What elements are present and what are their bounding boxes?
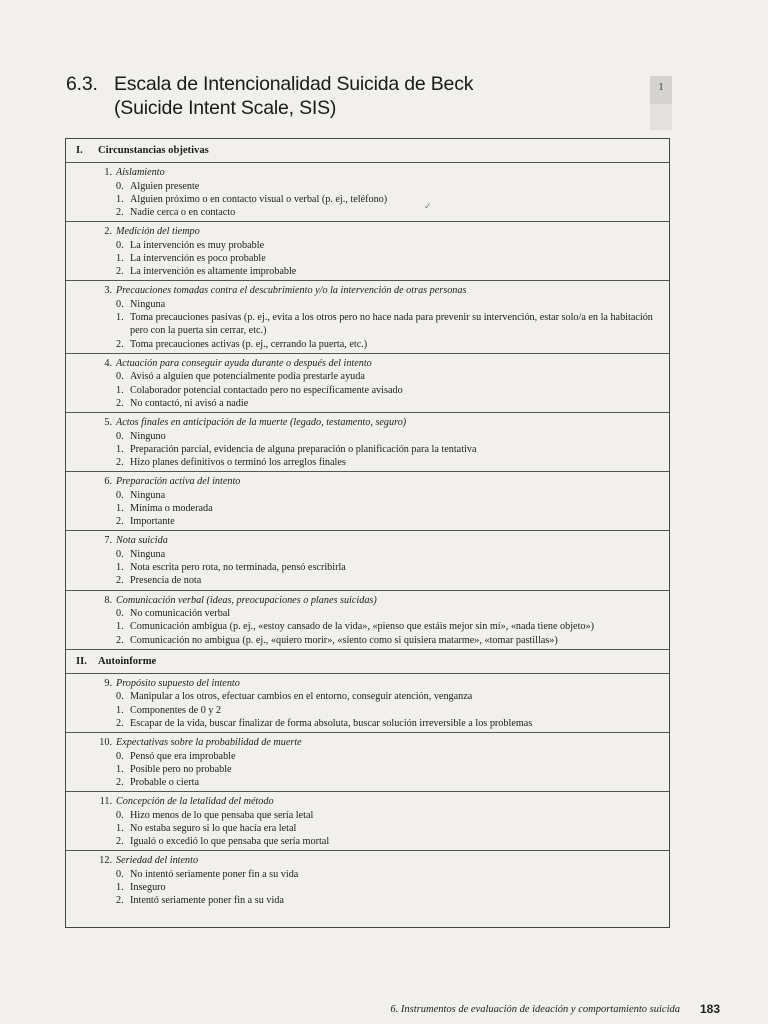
item-option: [66, 894, 659, 907]
section-roman: II.: [76, 655, 87, 667]
item-option: [66, 370, 659, 383]
item-title-text: Actos finales en anticipación de la muerte (legado, testamento, seguro): [116, 417, 407, 429]
section-number: 6.3.: [66, 73, 98, 95]
item-option: [66, 298, 659, 311]
option-score: 1.: [116, 621, 124, 633]
item-number: 12.: [99, 855, 112, 867]
section-title: Autoinforme: [98, 655, 157, 667]
option-score: 2.: [116, 575, 124, 587]
option-text: Hizo planes definitivos o terminó los arreglos finales: [130, 457, 346, 469]
item-option: [66, 561, 659, 574]
option-score: 0.: [116, 371, 124, 383]
option-score: 2.: [116, 634, 124, 646]
option-score: 2.: [116, 338, 124, 350]
item-option: [66, 502, 659, 515]
option-text: Probable o cierta: [130, 777, 200, 789]
option-score: 0.: [116, 239, 124, 251]
item-option: [66, 690, 659, 703]
option-score: 0.: [116, 489, 124, 501]
item-title: [66, 737, 659, 750]
option-text: Comunicación ambigua (p. ej., «estoy cansado de la vida», «pienso que estáis mejor sin mí», «nada tiene objeto»): [130, 621, 594, 633]
page-footer: [390, 1002, 720, 1016]
option-score: 2.: [116, 457, 124, 469]
item-title-text: Actuación para conseguir ayuda durante o después del intento: [116, 357, 372, 369]
option-text: La intervención es poco probable: [130, 253, 266, 264]
option-text: Presencia de nota: [130, 575, 202, 587]
option-score: 1.: [116, 882, 124, 894]
item-option: [66, 397, 659, 410]
item-option: [66, 338, 659, 351]
item-option: [66, 239, 659, 252]
item-number: 8.: [104, 594, 112, 606]
item-number: 2.: [104, 226, 112, 238]
option-text: Toma precauciones activas (p. ej., cerrando la puerta, etc.): [130, 338, 368, 350]
item-option: [66, 620, 659, 633]
option-text: Igualó o excedió lo que pensaba que sería mortal: [130, 836, 330, 848]
option-text: No comunicación verbal: [130, 608, 231, 620]
option-text: Posible pero no probable: [130, 763, 232, 775]
option-text: No estaba seguro si lo que hacía era letal: [130, 823, 297, 835]
item-option: [66, 430, 659, 443]
option-text: Intentó seriamente poner fin a su vida: [130, 895, 284, 907]
item-option: [66, 206, 659, 219]
item-option: [66, 443, 659, 456]
option-score: 2.: [116, 895, 124, 907]
option-text: La intervención es altamente improbable: [130, 266, 297, 278]
scale-item: [66, 413, 669, 472]
option-score: 2.: [116, 836, 124, 848]
item-title: [66, 358, 659, 371]
option-text: Hizo menos de lo que pensaba que sería letal: [130, 809, 314, 821]
item-title-text: Preparación activa del intento: [116, 476, 241, 488]
option-score: 0.: [116, 549, 124, 561]
item-option: [66, 704, 659, 717]
title-line-1: [66, 72, 473, 96]
option-text: Colaborador potencial contactado pero no específicamente avisado: [130, 384, 403, 396]
option-score: 0.: [116, 430, 124, 442]
section-title: Circunstancias objetivas: [98, 145, 209, 156]
option-score: 0.: [116, 299, 124, 310]
item-number: 11.: [99, 796, 112, 808]
item-title: [66, 595, 659, 608]
section-roman: I.: [76, 145, 83, 156]
item-option: [66, 180, 659, 193]
item-title: [66, 167, 659, 180]
option-score: 1.: [116, 253, 124, 264]
scale-item: [66, 472, 669, 531]
option-score: 2.: [116, 516, 124, 528]
option-score: 1.: [116, 704, 124, 716]
option-score: 1.: [116, 562, 124, 574]
option-score: 0.: [116, 608, 124, 620]
chapter-tab-number: 1: [658, 82, 664, 93]
option-score: 0.: [116, 869, 124, 881]
option-score: 0.: [116, 809, 124, 821]
item-title: [66, 855, 659, 868]
scale-item: [66, 733, 669, 792]
item-option: [66, 835, 659, 848]
item-option: [66, 311, 659, 337]
option-text: Importante: [130, 516, 175, 528]
item-option: [66, 515, 659, 528]
scale-item: [66, 674, 669, 733]
item-option: [66, 193, 659, 206]
option-score: 0.: [116, 691, 124, 703]
option-text: Ninguna: [130, 489, 166, 501]
option-text: Componentes de 0 y 2: [130, 704, 222, 716]
page-number: 183: [699, 1002, 720, 1016]
option-text: Manipular a los otros, efectuar cambios en el entorno, conseguir atención, venganza: [130, 691, 473, 703]
item-option: [66, 489, 659, 502]
scale-item: [66, 792, 669, 851]
option-score: 1.: [116, 312, 124, 324]
option-text: Mínima o moderada: [130, 503, 213, 515]
scale-item: [66, 163, 669, 222]
item-option: [66, 763, 659, 776]
item-option: [66, 822, 659, 835]
item-option: [66, 634, 659, 647]
item-title: [66, 678, 659, 691]
item-number: 1.: [104, 167, 112, 178]
item-title: [66, 535, 659, 548]
option-text: Ninguna: [130, 549, 166, 561]
option-text: Pensó que era improbable: [130, 750, 236, 762]
item-number: 4.: [104, 357, 112, 369]
item-title-text: Seriedad del intento: [116, 855, 199, 867]
item-title-text: Medición del tiempo: [116, 226, 200, 238]
page-title: [66, 72, 473, 120]
option-text: Alguien próximo o en contacto visual o verbal (p. ej., teléfono): [130, 193, 388, 205]
scale-item: [66, 354, 669, 413]
item-title: [66, 417, 659, 430]
item-option: [66, 750, 659, 763]
item-option: [66, 456, 659, 469]
item-option: [66, 574, 659, 587]
item-title-text: Expectativas sobre la probabilidad de muerte: [116, 737, 302, 749]
item-option: [66, 252, 659, 265]
option-score: 1.: [116, 763, 124, 775]
item-option: [66, 607, 659, 620]
scale-item: [66, 591, 669, 650]
scale-table: [65, 138, 670, 928]
option-text: Inseguro: [130, 882, 166, 894]
item-title-text: Concepción de la letalidad del método: [116, 796, 274, 808]
item-number: 6.: [104, 476, 112, 488]
item-title: [66, 476, 659, 489]
footer-text: 6. Instrumentos de evaluación de ideación y comportamiento suicida: [390, 1004, 680, 1015]
item-title-text: Aislamiento: [116, 167, 165, 178]
item-title: [66, 226, 659, 239]
option-text: Nota escrita pero rota, no terminada, pensó escribirla: [130, 562, 346, 574]
section-header: [66, 139, 669, 163]
option-score: 2.: [116, 777, 124, 789]
item-title-text: Comunicación verbal (ideas, preocupaciones o planes suicidas): [116, 594, 377, 606]
chapter-tab: [650, 76, 672, 130]
item-option: [66, 809, 659, 822]
item-number: 9.: [104, 677, 112, 689]
item-title-text: Nota suicida: [116, 535, 168, 547]
item-number: 5.: [104, 417, 112, 429]
option-text: Nadie cerca o en contacto: [130, 207, 236, 218]
option-text: Escapar de la vida, buscar finalizar de forma absoluta, buscar solución irreversible a los problemas: [130, 717, 533, 729]
scale-item: [66, 531, 669, 590]
scale-item: [66, 222, 669, 281]
section-header: [66, 650, 669, 674]
option-score: 0.: [116, 750, 124, 762]
item-option: [66, 868, 659, 881]
item-option: [66, 717, 659, 730]
item-title-text: Propósito supuesto del intento: [116, 677, 240, 689]
option-score: 2.: [116, 207, 124, 218]
option-text: La intervención es muy probable: [130, 239, 265, 251]
item-number: 7.: [104, 535, 112, 547]
title-line-2: (Suicide Intent Scale, SIS): [114, 97, 337, 119]
option-score: 2.: [116, 717, 124, 729]
item-title: [66, 796, 659, 809]
option-text: Ninguno: [130, 430, 166, 442]
option-text: Ninguna: [130, 299, 166, 310]
check-mark-icon: ✓: [424, 201, 432, 211]
option-text: Alguien presente: [130, 180, 200, 192]
item-title: [66, 285, 659, 298]
option-text: Toma precauciones pasivas (p. ej., evita a los otros pero no hace nada para prevenir su intervención, estar solo/a en la habitación pero con la puerta sin cerrar, etc.): [130, 312, 653, 337]
option-score: 2.: [116, 397, 124, 409]
option-score: 1.: [116, 193, 124, 205]
option-text: Avisó a alguien que potencialmente podía prestarle ayuda: [130, 371, 365, 383]
option-score: 1.: [116, 384, 124, 396]
option-score: 1.: [116, 443, 124, 455]
option-score: 0.: [116, 180, 124, 192]
option-score: 1.: [116, 503, 124, 515]
title-text: Escala de Intencionalidad Suicida de Beck: [114, 73, 474, 95]
item-title-text: Precauciones tomadas contra el descubrimiento y/o la intervención de otras personas: [116, 285, 467, 297]
scale-item: [66, 281, 669, 353]
scale-item: [66, 851, 669, 909]
option-score: 1.: [116, 823, 124, 835]
option-text: No contactó, ni avisó a nadie: [130, 397, 249, 409]
item-option: [66, 776, 659, 789]
item-option: [66, 265, 659, 278]
option-text: Preparación parcial, evidencia de alguna preparación o planificación para la tentativa: [130, 443, 477, 455]
item-number: 10.: [99, 737, 112, 749]
item-number: 3.: [104, 285, 112, 297]
item-option: [66, 881, 659, 894]
option-text: Comunicación no ambigua (p. ej., «quiero morir», «siento como si quisiera matarme», «tomar pastillas»): [130, 634, 558, 646]
item-option: [66, 548, 659, 561]
item-option: [66, 384, 659, 397]
option-text: No intentó seriamente poner fin a su vida: [130, 869, 299, 881]
option-score: 2.: [116, 266, 124, 278]
